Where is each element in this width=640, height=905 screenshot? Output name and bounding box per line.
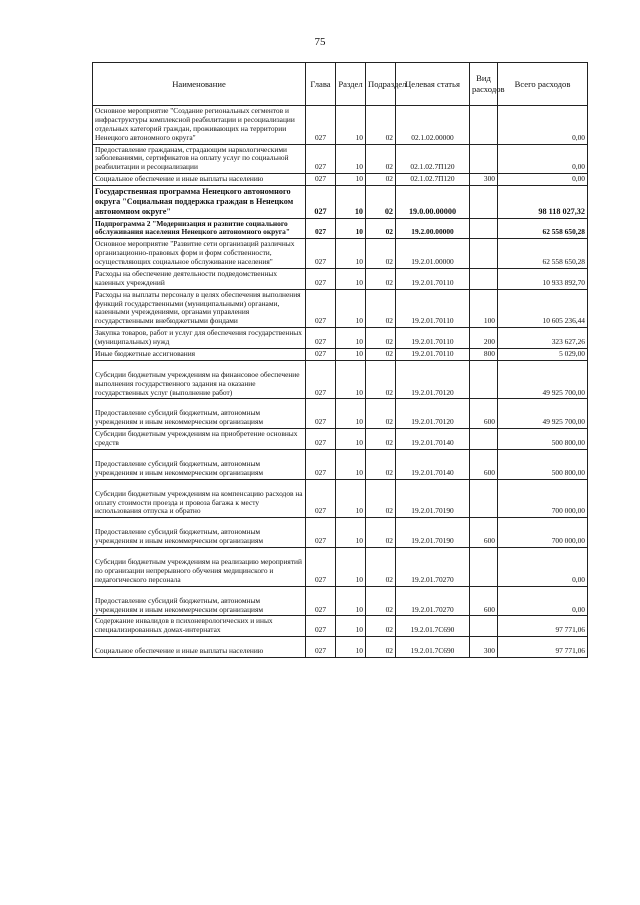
cell-name: Предоставление гражданам, страдающим наркологическими заболеваниями, сертификатов на оплату услуг по социальной реабилитации и ресоциализации	[93, 144, 306, 174]
cell-vid	[470, 239, 498, 269]
cell-podrazdel: 02	[366, 586, 396, 616]
cell-podrazdel: 02	[366, 616, 396, 637]
cell-total: 0,00	[498, 144, 588, 174]
table-row	[93, 616, 588, 637]
header-podrazdel: Подраздел	[366, 63, 396, 106]
cell-podrazdel: 02	[366, 399, 396, 429]
cell-name: Предоставление субсидий бюджетным, автономным учреждениям и иным некоммерческим организациям	[93, 518, 306, 548]
cell-total: 0,00	[498, 548, 588, 587]
cell-podrazdel: 02	[366, 429, 396, 450]
cell-razdel: 10	[336, 174, 366, 186]
cell-total: 500 800,00	[498, 449, 588, 479]
cell-name: Расходы на обеспечение деятельности подведомственных казенных учреждений	[93, 268, 306, 289]
table-row	[93, 268, 588, 289]
table-row	[93, 586, 588, 616]
cell-glava: 027	[306, 106, 336, 145]
cell-vid: 300	[470, 174, 498, 186]
cell-podrazdel: 02	[366, 328, 396, 349]
header-glava: Глава	[306, 63, 336, 106]
cell-total: 5 029,00	[498, 348, 588, 360]
cell-razdel: 10	[336, 360, 366, 399]
cell-celevaya: 02.1.02.7П120	[396, 144, 470, 174]
cell-total: 10 605 236,44	[498, 289, 588, 328]
cell-vid: 600	[470, 586, 498, 616]
cell-name: Закупка товаров, работ и услуг для обеспечения государственных (муниципальных) нужд	[93, 328, 306, 349]
cell-celevaya: 19.2.01.70190	[396, 518, 470, 548]
cell-vid: 200	[470, 328, 498, 349]
table-row	[93, 449, 588, 479]
header-total: Всего расходов	[498, 63, 588, 106]
cell-name: Иные бюджетные ассигнования	[93, 348, 306, 360]
table-row	[93, 479, 588, 518]
cell-name: Субсидии бюджетным учреждениям на приобретение основных средств	[93, 429, 306, 450]
table-row	[93, 289, 588, 328]
cell-celevaya: 19.2.00.00000	[396, 218, 470, 239]
cell-razdel: 10	[336, 399, 366, 429]
cell-vid	[470, 429, 498, 450]
cell-podrazdel: 02	[366, 144, 396, 174]
cell-razdel: 10	[336, 348, 366, 360]
cell-razdel: 10	[336, 548, 366, 587]
cell-name: Расходы на выплаты персоналу в целях обеспечения выполнения функций государственными (муниципальными) органами, казенными учреждениями, органами управления государственными внебюджетными фондами	[93, 289, 306, 328]
cell-name: Государственная программа Ненецкого автономного округа "Социальная поддержка граждан в Ненецком автономном округе"	[93, 186, 306, 219]
header-celevaya: Целевая статья	[396, 63, 470, 106]
cell-podrazdel: 02	[366, 268, 396, 289]
cell-glava: 027	[306, 186, 336, 219]
budget-table	[92, 62, 588, 658]
cell-celevaya: 19.2.01.70270	[396, 586, 470, 616]
cell-glava: 027	[306, 239, 336, 269]
cell-podrazdel: 02	[366, 106, 396, 145]
cell-vid	[470, 144, 498, 174]
cell-glava: 027	[306, 637, 336, 658]
cell-total: 0,00	[498, 106, 588, 145]
cell-razdel: 10	[336, 429, 366, 450]
cell-celevaya: 19.2.01.70110	[396, 328, 470, 349]
cell-podrazdel: 02	[366, 518, 396, 548]
cell-celevaya: 19.2.01.00000	[396, 239, 470, 269]
cell-celevaya: 19.2.01.70120	[396, 360, 470, 399]
cell-vid: 600	[470, 518, 498, 548]
cell-podrazdel: 02	[366, 218, 396, 239]
cell-name: Предоставление субсидий бюджетным, автономным учреждениям и иным некоммерческим организациям	[93, 399, 306, 429]
cell-razdel: 10	[336, 268, 366, 289]
cell-razdel: 10	[336, 637, 366, 658]
cell-celevaya: 19.2.01.70140	[396, 449, 470, 479]
cell-vid: 100	[470, 289, 498, 328]
cell-podrazdel: 02	[366, 174, 396, 186]
cell-glava: 027	[306, 449, 336, 479]
cell-celevaya: 19.2.01.7С690	[396, 616, 470, 637]
cell-name: Социальное обеспечение и иные выплаты населению	[93, 637, 306, 658]
cell-glava: 027	[306, 399, 336, 429]
cell-glava: 027	[306, 429, 336, 450]
cell-razdel: 10	[336, 144, 366, 174]
table-row	[93, 518, 588, 548]
cell-glava: 027	[306, 548, 336, 587]
cell-razdel: 10	[336, 479, 366, 518]
cell-glava: 027	[306, 268, 336, 289]
cell-total: 62 558 650,28	[498, 218, 588, 239]
table-body	[93, 106, 588, 658]
cell-glava: 027	[306, 518, 336, 548]
cell-podrazdel: 02	[366, 548, 396, 587]
cell-celevaya: 19.2.01.7С690	[396, 637, 470, 658]
cell-name: Содержание инвалидов в психоневрологических и иных специализированных домах-интернатах	[93, 616, 306, 637]
cell-celevaya: 19.0.00.00000	[396, 186, 470, 219]
table-row	[93, 429, 588, 450]
cell-name: Основное мероприятие "Создание региональных сегментов и инфраструктуры комплексной реабилитации и ресоциализации отдельных категорий граждан, проживающих на территории Ненецкого автономного округа"	[93, 106, 306, 145]
cell-glava: 027	[306, 174, 336, 186]
cell-total: 700 000,00	[498, 518, 588, 548]
cell-celevaya: 19.2.01.70110	[396, 289, 470, 328]
cell-total: 98 118 027,32	[498, 186, 588, 219]
cell-glava: 027	[306, 348, 336, 360]
cell-total: 0,00	[498, 174, 588, 186]
cell-vid	[470, 548, 498, 587]
cell-celevaya: 19.2.01.70110	[396, 348, 470, 360]
cell-podrazdel: 02	[366, 348, 396, 360]
cell-glava: 027	[306, 586, 336, 616]
cell-total: 97 771,06	[498, 637, 588, 658]
cell-glava: 027	[306, 328, 336, 349]
table-row	[93, 637, 588, 658]
cell-celevaya: 19.2.01.70140	[396, 429, 470, 450]
cell-razdel: 10	[336, 186, 366, 219]
cell-glava: 027	[306, 479, 336, 518]
header-vid: Вид расходов	[470, 63, 498, 106]
cell-celevaya: 02.1.02.00000	[396, 106, 470, 145]
cell-vid	[470, 360, 498, 399]
cell-celevaya: 02.1.02.7П120	[396, 174, 470, 186]
cell-vid	[470, 106, 498, 145]
table-row	[93, 328, 588, 349]
table-row	[93, 218, 588, 239]
cell-razdel: 10	[336, 218, 366, 239]
cell-razdel: 10	[336, 289, 366, 328]
cell-vid: 300	[470, 637, 498, 658]
cell-celevaya: 19.2.01.70110	[396, 268, 470, 289]
cell-total: 97 771,06	[498, 616, 588, 637]
cell-podrazdel: 02	[366, 239, 396, 269]
cell-razdel: 10	[336, 328, 366, 349]
cell-podrazdel: 02	[366, 637, 396, 658]
table-row	[93, 144, 588, 174]
table-row	[93, 106, 588, 145]
table-row	[93, 360, 588, 399]
cell-vid	[470, 268, 498, 289]
cell-vid: 600	[470, 399, 498, 429]
cell-name: Субсидии бюджетным учреждениям на компенсацию расходов на оплату стоимости проезда и провоза багажа к месту использования отпуска и обратно	[93, 479, 306, 518]
cell-glava: 027	[306, 144, 336, 174]
cell-total: 500 800,00	[498, 429, 588, 450]
table-header-row	[93, 63, 588, 106]
cell-podrazdel: 02	[366, 289, 396, 328]
table-row	[93, 399, 588, 429]
cell-glava: 027	[306, 289, 336, 328]
table-row	[93, 239, 588, 269]
cell-total: 323 627,26	[498, 328, 588, 349]
cell-razdel: 10	[336, 239, 366, 269]
cell-celevaya: 19.2.01.70270	[396, 548, 470, 587]
cell-name: Предоставление субсидий бюджетным, автономным учреждениям и иным некоммерческим организациям	[93, 449, 306, 479]
cell-name: Предоставление субсидий бюджетным, автономным учреждениям и иным некоммерческим организациям	[93, 586, 306, 616]
cell-name: Субсидии бюджетным учреждениям на финансовое обеспечение выполнения государственного задания на оказание государственных услуг (выполнение работ)	[93, 360, 306, 399]
cell-celevaya: 19.2.01.70120	[396, 399, 470, 429]
cell-celevaya: 19.2.01.70190	[396, 479, 470, 518]
cell-podrazdel: 02	[366, 360, 396, 399]
header-razdel: Раздел	[336, 63, 366, 106]
page-number: 75	[314, 36, 326, 48]
cell-razdel: 10	[336, 518, 366, 548]
cell-vid	[470, 218, 498, 239]
cell-vid: 800	[470, 348, 498, 360]
cell-total: 49 925 700,00	[498, 399, 588, 429]
cell-podrazdel: 02	[366, 479, 396, 518]
cell-total: 10 933 892,70	[498, 268, 588, 289]
cell-vid	[470, 186, 498, 219]
cell-glava: 027	[306, 218, 336, 239]
cell-vid	[470, 479, 498, 518]
cell-glava: 027	[306, 616, 336, 637]
table-row	[93, 348, 588, 360]
cell-razdel: 10	[336, 586, 366, 616]
cell-vid	[470, 616, 498, 637]
cell-podrazdel: 02	[366, 186, 396, 219]
cell-razdel: 10	[336, 449, 366, 479]
cell-name: Подпрограмма 2 "Модернизация и развитие социального обслуживания населения Ненецкого автономного округа"	[93, 218, 306, 239]
cell-total: 700 000,00	[498, 479, 588, 518]
cell-glava: 027	[306, 360, 336, 399]
cell-name: Социальное обеспечение и иные выплаты населению	[93, 174, 306, 186]
cell-podrazdel: 02	[366, 449, 396, 479]
cell-total: 62 558 650,28	[498, 239, 588, 269]
cell-razdel: 10	[336, 106, 366, 145]
cell-vid: 600	[470, 449, 498, 479]
cell-total: 49 925 700,00	[498, 360, 588, 399]
cell-razdel: 10	[336, 616, 366, 637]
table-row	[93, 548, 588, 587]
table-row	[93, 186, 588, 219]
header-name: Наименование	[93, 63, 306, 106]
cell-name: Основное мероприятие "Развитие сети организаций различных организационно-правовых форм и форм собственности, осуществляющих социальное обслуживание населения"	[93, 239, 306, 269]
cell-name: Субсидии бюджетным учреждениям на реализацию мероприятий по организации непрерывного обучения медицинского и педагогического персонала	[93, 548, 306, 587]
table-row	[93, 174, 588, 186]
cell-total: 0,00	[498, 586, 588, 616]
